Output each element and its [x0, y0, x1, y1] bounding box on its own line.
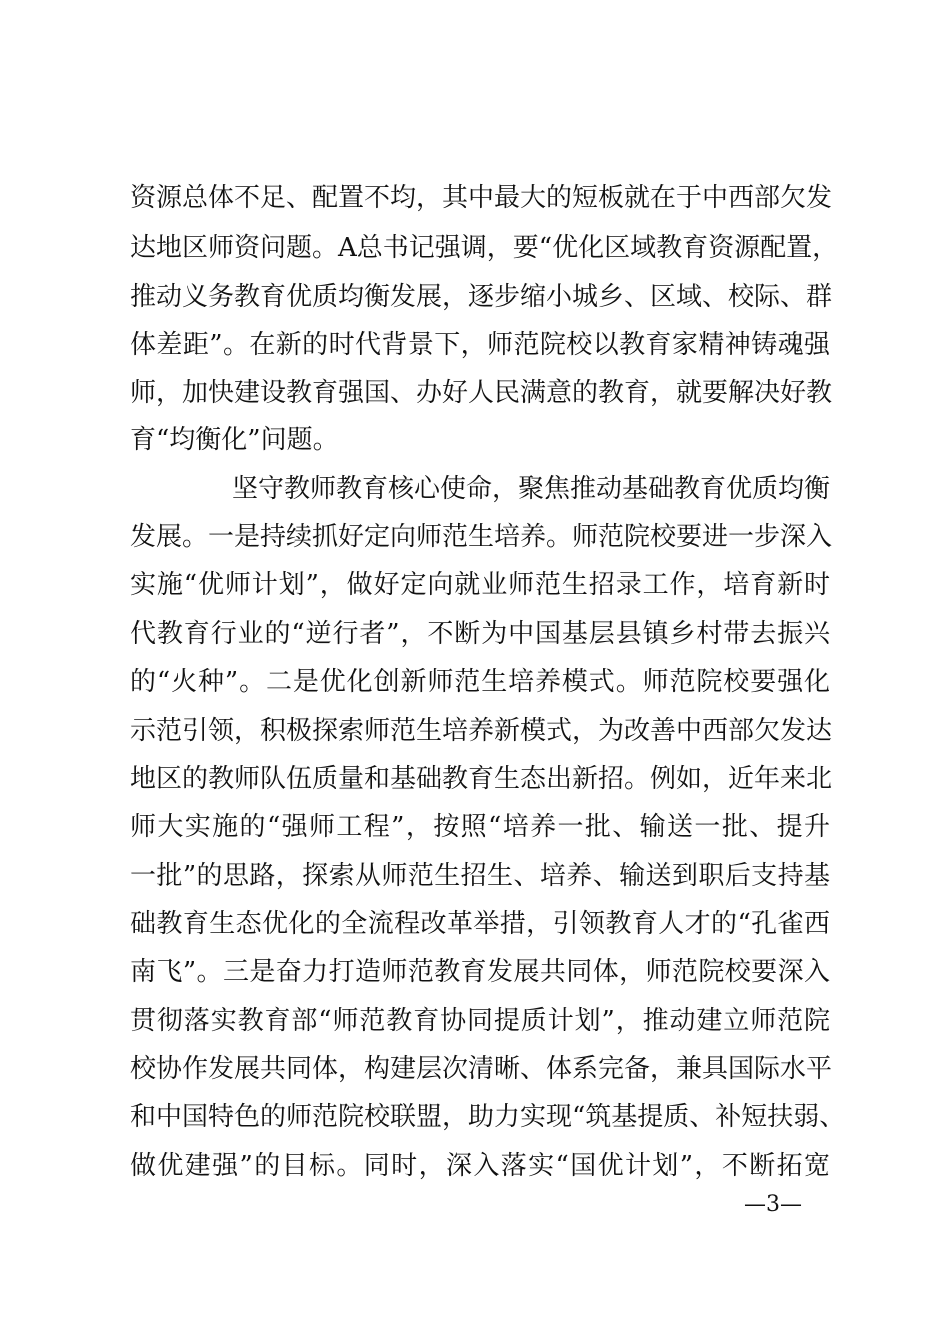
paragraph-2-line-11: 南飞”。三是奋力打造师范教育发展共同体，师范院校要深入 — [130, 957, 830, 987]
paragraph-1-line-5: 师，加快建设教育强国、办好人民满意的教育，就要解决好教 — [130, 378, 833, 408]
paragraph-2-line-10: 础教育生态优化的全流程改革举措，引领教育人才的“孔雀西 — [130, 909, 830, 939]
page-number: —3— — [744, 1192, 802, 1217]
paragraph-1-line-3: 推动义务教育优质均衡发展，逐步缩小城乡、区域、校际、群 — [130, 282, 833, 312]
paragraph-2-line-15: 做优建强”的目标。同时，深入落实“国优计划”，不断拓宽 — [130, 1151, 830, 1181]
paragraph-2-line-13: 校协作发展共同体，构建层次清晰、体系完备，兼具国际水平 — [130, 1054, 833, 1084]
paragraph-2-line-14: 和中国特色的师范院校联盟，助力实现“筑基提质、补短扶弱、 — [130, 1102, 846, 1132]
paragraph-2-line-12: 贯彻落实教育部“师范教育协同提质计划”，推动建立师范院 — [130, 1006, 830, 1036]
paragraph-2-line-6: 示范引领，积极探索师范生培养新模式，为改善中西部欠发达 — [130, 716, 833, 746]
paragraph-2-line-3: 实施“优师计划”，做好定向就业师范生招录工作，培育新时 — [130, 570, 830, 600]
paragraph-2-line-9: 一批”的思路，探索从师范生招生、培养、输送到职后支持基 — [130, 861, 830, 891]
paragraph-2-line-7: 地区的教师队伍质量和基础教育生态出新招。例如，近年来北 — [130, 764, 833, 794]
paragraph-2-line-4: 代教育行业的“逆行者”，不断为中国基层县镇乡村带去振兴 — [130, 619, 830, 649]
paragraph-2-line-8: 师大实施的“强师工程”，按照“培养一批、输送一批、提升 — [130, 812, 830, 842]
paragraph-1-line-2: 达地区师资问题。A总书记强调，要“优化区域教育资源配置， — [130, 233, 839, 263]
paragraph-1-line-4: 体差距”。在新的时代背景下，师范院校以教育家精神铸魂强 — [130, 330, 830, 360]
paragraph-1-line-6: 育“均衡化”问题。 — [130, 425, 339, 455]
paragraph-2-line-1: 坚守教师教育核心使命，聚焦推动基础教育优质均衡 — [232, 474, 831, 504]
paragraph-2-line-5: 的“火种”。二是优化创新师范生培养模式。师范院校要强化 — [130, 667, 830, 697]
paragraph-1-line-1: 资源总体不足、配置不均，其中最大的短板就在于中西部欠发 — [130, 183, 833, 213]
paragraph-2-line-2: 发展。一是持续抓好定向师范生培养。师范院校要进一步深入 — [130, 522, 833, 552]
